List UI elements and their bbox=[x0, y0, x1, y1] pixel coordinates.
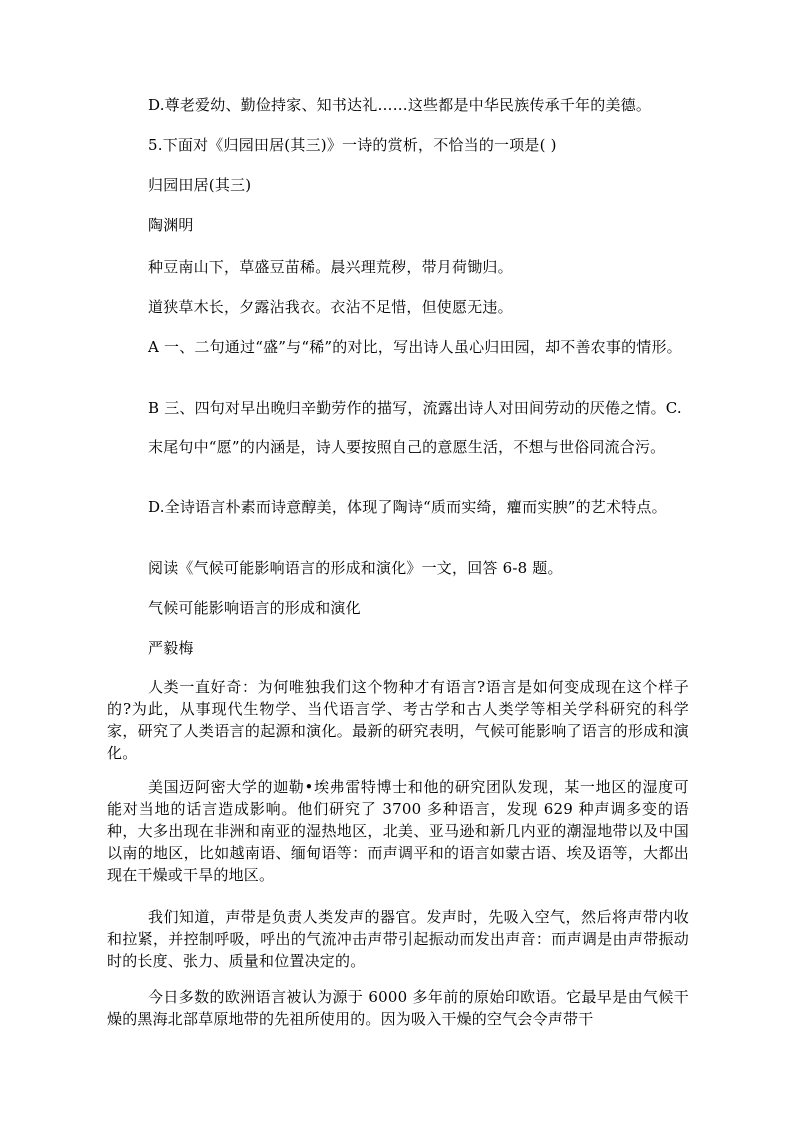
option-c: 末尾句中“愿”的内涵是，诗人要按照自己的意愿生活，不想与世俗同流合污。 bbox=[148, 438, 666, 456]
poem-title: 归园田居(其三) bbox=[148, 176, 252, 194]
poem-line-1: 种豆南山下，草盛豆苗稀。晨兴理荒秽，带月荷锄归。 bbox=[148, 258, 513, 276]
article-paragraph-1: 人类一直好奇：为何唯独我们这个物种才有语言?语言是如何变成现在这个样子的?为此，从事现代生物学、当代语言学、考古学和古人类学等相关学科研究的科学家，研究了人类语言的起源和演化。最新的研究表明，气候可能影响了语言的形成和演化。 bbox=[107, 678, 689, 762]
article-paragraph-2: 美国迈阿密大学的迦勒•埃弗雷特博士和他的研究团队发现，某一地区的湿度可能对当地的话言造成影响。他们研究了 3700 多种语言，发现 629 种声调多变的语种，大多出现在非洲和南亚的湿热地区，北美、亚马逊和新几内亚的潮湿地带以及中国以南的地区，比如越南语、缅甸语等：而声调平和的语言如蒙古语、埃及语等，大都出现在干燥或干旱的地区。 bbox=[107, 778, 689, 884]
article-author: 严毅梅 bbox=[148, 639, 194, 657]
article-title: 气候可能影响语言的形成和演化 bbox=[148, 599, 361, 617]
reading-instruction: 阅读《气候可能影响语言的形成和演化》一文，回答 6-8 题。 bbox=[148, 559, 563, 577]
option-d-virtues-line: D.尊老爱幼、勤俭持家、知书达礼……这些都是中华民族传承千年的美德。 bbox=[148, 96, 652, 114]
question-5-stem: 5.下面对《归园田居(其三)》一诗的赏析，不恰当的一项是( ) bbox=[148, 136, 557, 154]
article-paragraph-4: 今日多数的欧洲语言被认为源于 6000 多年前的原始印欧语。它最早是由气候干燥的黑海北部草原地带的先祖所使用的。因为吸入干燥的空气会令声带干 bbox=[107, 988, 689, 1028]
option-a: A 一、二句通过“盛”与“稀”的对比，写出诗人虽心归田园，却不善农事的情形。 bbox=[148, 338, 682, 356]
poem-line-2: 道狭草木长，夕露沾我衣。衣沾不足惜，但使愿无违。 bbox=[148, 298, 513, 316]
option-d-poem: D.全诗语言朴素而诗意醇美，体现了陶诗“质而实绮，癯而实腴”的艺术特点。 bbox=[148, 498, 667, 516]
poem-author: 陶渊明 bbox=[148, 216, 194, 234]
option-b: B 三、四句对早出晚归辛勤劳作的描写，流露出诗人对田间劳动的厌倦之情。C. bbox=[148, 399, 682, 417]
article-paragraph-3: 我们知道，声带是负责人类发声的器官。发声时，先吸入空气，然后将声带内收和拉紧，并控制呼吸，呼出的气流冲击声带引起振动而发出声音：而声调是由声带振动时的长度、张力、质量和位置决定的。 bbox=[107, 908, 689, 970]
